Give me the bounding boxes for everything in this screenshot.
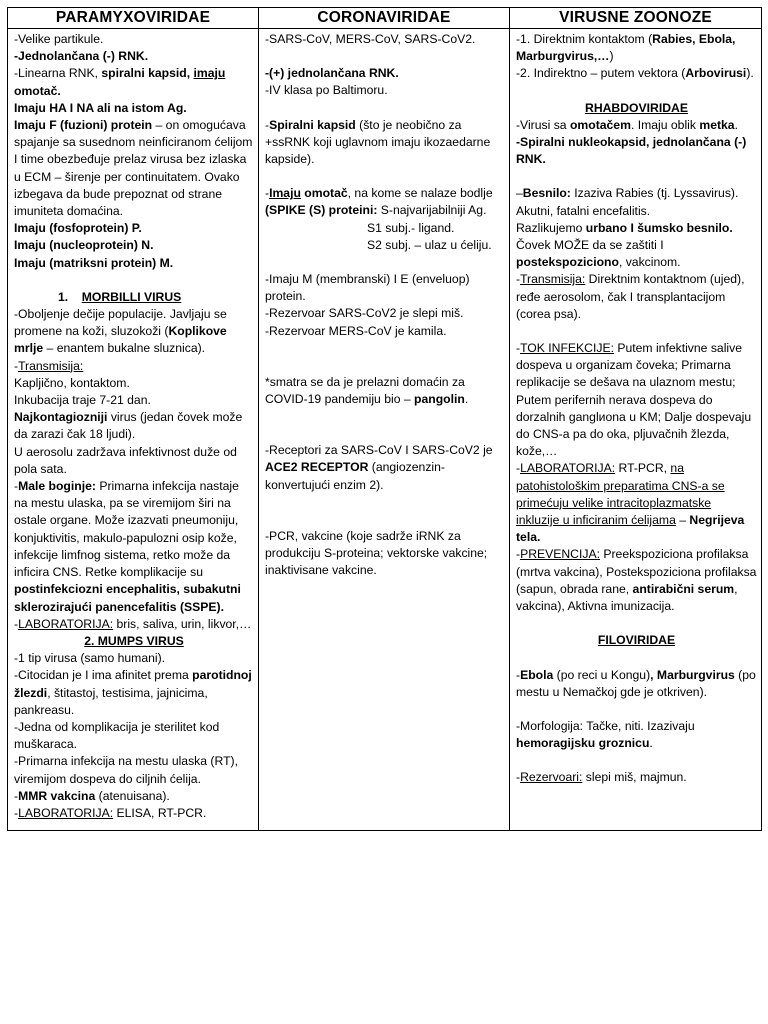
text-line: -Virusi sa omotačem. Imaju oblik metka. [516,117,738,132]
text-para: *smatra se da je prelazni domaćin za COVID-19 pandemiju bio – pangolin. [265,374,469,407]
text-line: -Rezervoar MERS-CoV je kamila. [265,323,447,338]
text-para: -2. Indirektno – putem vektora (Arbovirusi). [516,66,754,81]
coronaviridae-cell [259,29,510,831]
text-para: -TOK INFEKCIJE: Putem infektivne salive dospeva u organizam čoveka; Primarna replikacije se dešava na ulaznom mestu; Putem perifernih nerava dospeva do dorzalnih ganglиona u KM; Dalje dospevaju do CNS-a pa do oka, pljuvačnih žlezda, kože,… [516,341,752,459]
section-heading-morbilli: 1. MORBILLI VIRUS [58,289,182,304]
text-line: -Transmisija: [14,358,84,373]
text-para: -Oboljenje dečije populacije. Javljaju se promene na koži, sluzokoži (Koplikove mrlje – enantem bukalne sluznica). [14,307,227,356]
section-heading-filoviridae: FILOVIRIDAE [597,633,676,648]
text-line: -LABORATORIJA: bris, saliva, urin, likvor,… [14,616,252,631]
text-para: -Spiralni kapsid (što je neobično za +ssRNK koji uglavnom imaju ikozaedarne kapside). [265,117,491,167]
text-para: Čovek MOŽE da se zaštiti I postekspoziciono, vakcinom. [516,238,681,270]
text-para: -Ebola (po reci u Kongu), Marburgvirus (po mestu u Nemačkoj gde je otkriven). [516,667,756,699]
text-para: -Morfologija: Tačke, niti. Izazivaju hemoragijsku groznicu. [516,718,695,751]
text-line: Imaju (nucleoprotein) N. [14,238,154,253]
header-coronaviridae: CORONAVIRIDAE [259,8,510,29]
header-paramyxoviridae: PARAMYXOVIRIDAE [8,8,259,29]
text-para: -Primarna infekcija na mestu ulaska (RT), viremijom dospeva do ciljnih ćelija. [14,754,238,786]
text-line: -Jednolančana (-) RNK. [14,49,149,64]
text-line: Imaju (fosfoprotein) P. [14,221,142,236]
text-para: -Male boginje: Primarna infekcija nastaje na mestu ulaska, pa se viremijom širi na ostale organe. Može izazvati pneumoniju, konjuktivitis, makulo-papulozni osip kože, infekcije limfnog sistema, retko može da inficira CNS. Retke komplikacije su postinfekciozni encephalitis, subakutni sklerozirajući panencefalitis (SSPE). [14,479,241,614]
text-line: Kapljično, kontaktom. [14,375,130,390]
text-line: -Rezervoari: slepi miš, majmun. [516,770,687,785]
text-line: -SARS-CoV, MERS-CoV, SARS-CoV2. [265,32,476,46]
text-para: -LABORATORIJA: RT-PCR, na patohistološkim preparatima CNS-a se primećuju velike intracitoplazmatske inkluzije u inficiranim ćelijama – Negrijeva tela. [516,461,745,545]
virus-table [7,7,762,831]
text-line: -1 tip virusa (samo humani). [14,651,166,666]
header-virusne-zoonoze: VIRUSNE ZOONOZE [510,8,762,29]
text-line: -Velike partikule. [14,32,104,46]
text-para: -Transmisija: Direktnim kontaktnom (ujed), ređe aerosolom, čak I transplantacijom (corea psa). [516,272,745,321]
text-para: U aerosolu zadržava infektivnost duže od pola sata. [14,444,237,476]
text-para: -PCR, vakcine (koje sadrže iRNK za produkciju S-proteina; vektorske vakcine; inaktivisane vakcine. [265,528,488,578]
text-line: -Linearna RNK, spiralni kapsid, imaju [14,66,226,81]
text-line: -Rezervoar SARS-CoV2 je slepi miš. [265,306,464,321]
text-para: -PREVENCIJA: Preekspoziciona profilaksa (mrtva vakcina), Postekspoziciona profilaksa (sapun, obrada rane, antirabični serum, vakcina), Aktivna imunizacija. [516,547,757,614]
text-line: -IV klasa po Baltimoru. [265,83,388,98]
text-line: -(+) jednolančana RNK. [265,66,399,81]
text-line: -LABORATORIJA: ELISA, RT-PCR. [14,805,207,820]
text-line: Razlikujemo urbano I šumsko besnilo. [516,220,733,235]
text-para: Najkontagiozniji virus (jedan čovek može da zarazi čak 18 ljudi). [14,410,243,442]
text-para: -1. Direktnim kontaktom (Rabies, Ebola, Marburgvirus,…) [516,32,736,64]
text-line: Imaju HA I NA ali na istom Ag. [14,100,187,115]
text-para: –Besnilo: Izaziva Rabies (tj. Lyssavirus). Akutni, fatalni encefalitis. [516,186,739,218]
virusne-zoonoze-cell [510,29,762,831]
text-line: Inkubacija traje 7-21 dan. [14,393,151,408]
text-line: omotač. [14,83,61,98]
content-row [8,29,762,831]
text-line: Imaju (matriksni protein) M. [14,255,174,270]
text-para: -Citocidan je I ima afinitet prema parotidnoj žlezdi, štitastoj, testisima, jajnicima, pankreasu. [14,668,252,717]
paramyxoviridae-cell [8,29,259,831]
text-para: Imaju F (fuzioni) protein – on omogućava spajanje sa susednom neinficiranom ćelijom I time obezbeđuje prelaz virusa bez izlaska u ECM – širenje per continuitatem. Ovako izbegava da bude prepoznat od strane imuniteta domaćina. [14,118,253,219]
section-heading-mumps: 2. MUMPS VIRUS [84,633,184,648]
text-para: -Jedna od komplikacija je sterilitet kod muškaraca. [14,719,220,752]
text-line: -MMR vakcina (atenuisana). [14,788,170,803]
section-heading-rhabdoviridae: RHABDOVIRIDAE [585,100,688,115]
text-line: S1 subj.- ligand. [367,220,455,235]
text-para: -Imaju omotač, na kome se nalaze bodlje (SPIKE (S) proteini: S-najvarijabilniji Ag. [265,186,493,218]
text-line: S2 subj. – ulaz u ćeliju. [367,237,492,252]
text-para: -Receptori za SARS-CoV I SARS-CoV2 je ACE2 RECEPTOR (angiozenzin-konvertujući enzim 2). [265,443,493,492]
text-para: -Spiralni nukleokapsid, jednolančana (-) RNK. [516,135,747,167]
header-row [8,8,762,29]
text-para: -Imaju M (membranski) I E (enveluop) protein. [265,272,470,304]
